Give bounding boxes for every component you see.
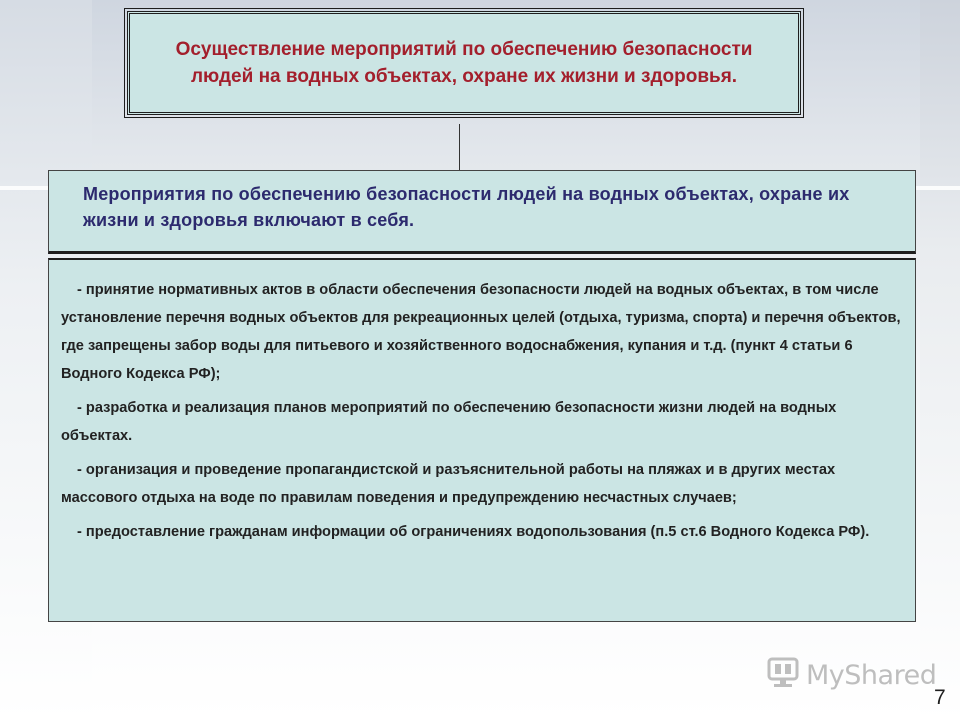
- measures-list: [48, 258, 916, 622]
- list-item: - принятие нормативных актов в области обеспечения безопасности людей на водных объектах, в том числе установление перечня водных объектов для рекреационных целей (отдыха, туризма, спорта) и перечня объектов, где запрещены забор воды для питьевого и хозяйственного водоснабжения, купания и т.д. (пункт 4 статьи 6 Водного Кодекса РФ);: [61, 282, 901, 382]
- connector-line: [459, 124, 460, 170]
- list-item: - организация и проведение пропагандистской и разъяснительной работы на пляжах и в других местах массового отдыха на воде по правилам поведения и предупреждению несчастных случаев;: [61, 462, 836, 506]
- title-box: [127, 11, 801, 115]
- list-item: - предоставление гражданам информации об ограничениях водопользования (п.5 ст.6 Водного Кодекса РФ).: [77, 524, 870, 540]
- background-right-band: [920, 0, 960, 720]
- page-number: 7: [934, 686, 946, 709]
- heading-box: [48, 170, 916, 254]
- myshared-watermark: [766, 655, 936, 695]
- slide-title: Осуществление мероприятий по обеспечению безопасности людей на водных объектах, охране их жизни и здоровья.: [175, 39, 753, 87]
- watermark-text: MyShared: [806, 659, 937, 691]
- section-heading: Мероприятия по обеспечению безопасности людей на водных объектах, охране их жизни и здоровья включают в себя.: [83, 184, 850, 230]
- list-item: - разработка и реализация планов мероприятий по обеспечению безопасности жизни людей на водных объектах.: [61, 400, 837, 444]
- myshared-logo-icon: [766, 657, 800, 694]
